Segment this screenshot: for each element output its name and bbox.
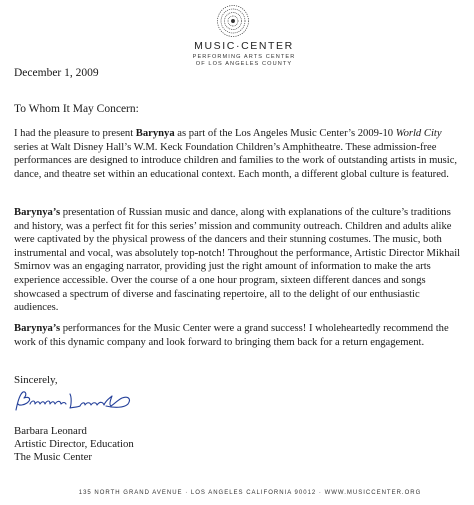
signer-block (14, 425, 134, 465)
letter-salutation: To Whom It May Concern: (14, 103, 139, 115)
letterhead-footer: 135 NORTH GRAND AVENUE · LOS ANGELES CALIFORNIA 90012 · WWW.MUSICCENTER.ORG (78, 490, 422, 496)
p3-bold-barynya: Barynya’s (14, 323, 61, 334)
handwritten-signature (10, 386, 140, 418)
letterhead-subtitle-line1: PERFORMING ARTS CENTER (192, 54, 296, 60)
signer-title: Artistic Director, Education (14, 438, 134, 451)
paragraph-3 (14, 322, 466, 349)
p2-text-1: presentation of Russian music and dance, along with explanations of the culture’s traditions and history, was a perfect fit for this series’ mission and community outreach. Children and adults alike were captivated by the physical prowess of the dancers and their stunning costumes. The music, both instrumental and vocal, was absolutely top-notch! Throughout the performance, Artistic Director Mikhail Smirnov was an engaging narrator, providing just the right amount of information to make the arts experience accessible. Over the course of a one hour program, sixteen different dances and songs showcased a spectrum of diverse and fascinating repertoire, all to the delight of our enthusiastic audiences. (14, 207, 461, 314)
letter-closing: Sincerely, (14, 374, 58, 386)
p2-bold-barynya: Barynya’s (14, 207, 61, 218)
letterhead-subtitle-line2: OF LOS ANGELES COUNTY (195, 61, 293, 68)
signer-org: The Music Center (14, 451, 92, 464)
p1-text-1: I had the pleasure to present (14, 128, 136, 139)
p1-text-2: as part of the Los Angeles Music Center’s 2009-10 (174, 128, 396, 139)
letter-date: December 1, 2009 (14, 67, 99, 79)
p1-bold-barynya: Barynya (135, 128, 175, 139)
paragraph-2 (14, 206, 466, 315)
signer-name: Barbara Leonard (14, 425, 87, 437)
p1-italic-series: World City (395, 128, 442, 139)
letterhead-subtitle (164, 54, 324, 68)
p3-text-1: performances for the Music Center were a grand success! I wholeheartedly recommend the work of this dynamic company and look forward to bringing them back for a return engagement. (14, 323, 449, 348)
paragraph-1 (14, 127, 466, 181)
music-center-logo-icon (216, 4, 250, 38)
p1-text-3: series at Walt Disney Hall’s W.M. Keck Foundation Children’s Amphitheatre. These admission-free performances are designed to introduce children and families to the work of outstanding artists in music, dance, and theatre set within an educational context. Each month, a different global culture is featured. (14, 141, 458, 180)
letterhead-title: MUSIC·CENTER (194, 40, 294, 52)
